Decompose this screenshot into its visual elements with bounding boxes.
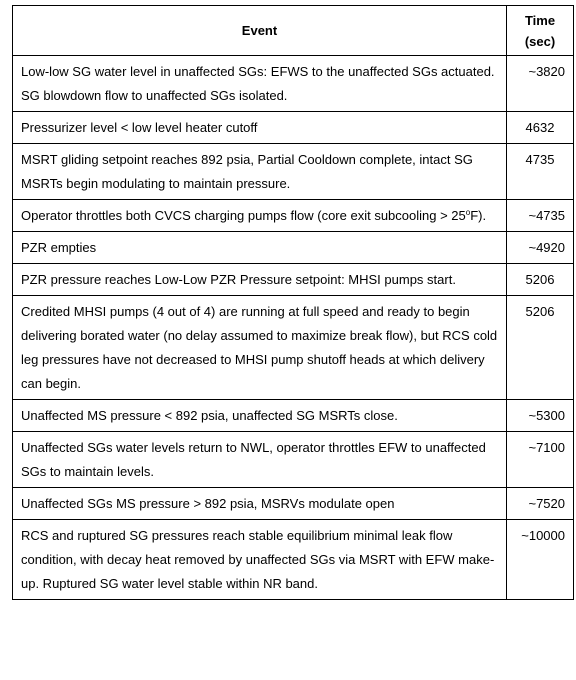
time-cell: ~5300 — [507, 400, 574, 432]
event-cell: Pressurizer level < low level heater cutoff — [13, 112, 507, 144]
time-cell: 5206 — [507, 264, 574, 296]
time-header-line2: (sec) — [524, 34, 556, 49]
time-cell: 4735 — [507, 144, 574, 200]
event-cell: Credited MHSI pumps (4 out of 4) are running at full speed and ready to begin delivering borated water (no delay assumed to maximize break flow), but RCS cold leg pressures have not decreased to MHSI pump shutoff heads at which delivery can begin. — [13, 296, 507, 400]
table-row — [13, 432, 574, 488]
table-row — [13, 232, 574, 264]
table-row — [13, 400, 574, 432]
event-cell: PZR empties — [13, 232, 507, 264]
table-header-row — [13, 6, 574, 56]
time-cell: ~4920 — [507, 232, 574, 264]
time-cell: ~7100 — [507, 432, 574, 488]
table-row — [13, 144, 574, 200]
table-row — [13, 56, 574, 112]
event-text-suffix: F). — [470, 208, 487, 223]
event-column-header: Event — [13, 6, 507, 56]
table-row — [13, 296, 574, 400]
time-cell: ~7520 — [507, 488, 574, 520]
event-cell: Unaffected MS pressure < 892 psia, unaffected SG MSRTs close. — [13, 400, 507, 432]
time-cell: ~10000 — [507, 520, 574, 600]
event-cell: Low-low SG water level in unaffected SGs: EFWS to the unaffected SGs actuated. SG blowdown flow to unaffected SGs isolated. — [13, 56, 507, 112]
table-row — [13, 200, 574, 232]
event-cell: Unaffected SGs MS pressure > 892 psia, MSRVs modulate open — [13, 488, 507, 520]
table-row — [13, 488, 574, 520]
table-row — [13, 264, 574, 296]
event-cell: PZR pressure reaches Low-Low PZR Pressure setpoint: MHSI pumps start. — [13, 264, 507, 296]
event-cell: RCS and ruptured SG pressures reach stable equilibrium minimal leak flow condition, with decay heat removed by unaffected SGs via MSRT with EFW make-up. Ruptured SG water level stable within NR band. — [13, 520, 507, 600]
time-cell: 5206 — [507, 296, 574, 400]
time-cell: ~4735 — [507, 200, 574, 232]
time-header-line1: Time — [524, 13, 556, 28]
time-column-header — [507, 6, 574, 56]
table-row — [13, 520, 574, 600]
event-text: Operator throttles both CVCS charging pumps flow (core exit subcooling > 25 — [21, 208, 466, 223]
event-cell: Unaffected SGs water levels return to NWL, operator throttles EFW to unaffected SGs to maintain levels. — [13, 432, 507, 488]
table-row — [13, 112, 574, 144]
time-cell: ~3820 — [507, 56, 574, 112]
time-cell: 4632 — [507, 112, 574, 144]
event-timeline-table — [12, 5, 574, 600]
event-cell — [13, 200, 507, 232]
event-cell: MSRT gliding setpoint reaches 892 psia, Partial Cooldown complete, intact SG MSRTs begin modulating to maintain pressure. — [13, 144, 507, 200]
degree-mark: o — [465, 208, 471, 217]
